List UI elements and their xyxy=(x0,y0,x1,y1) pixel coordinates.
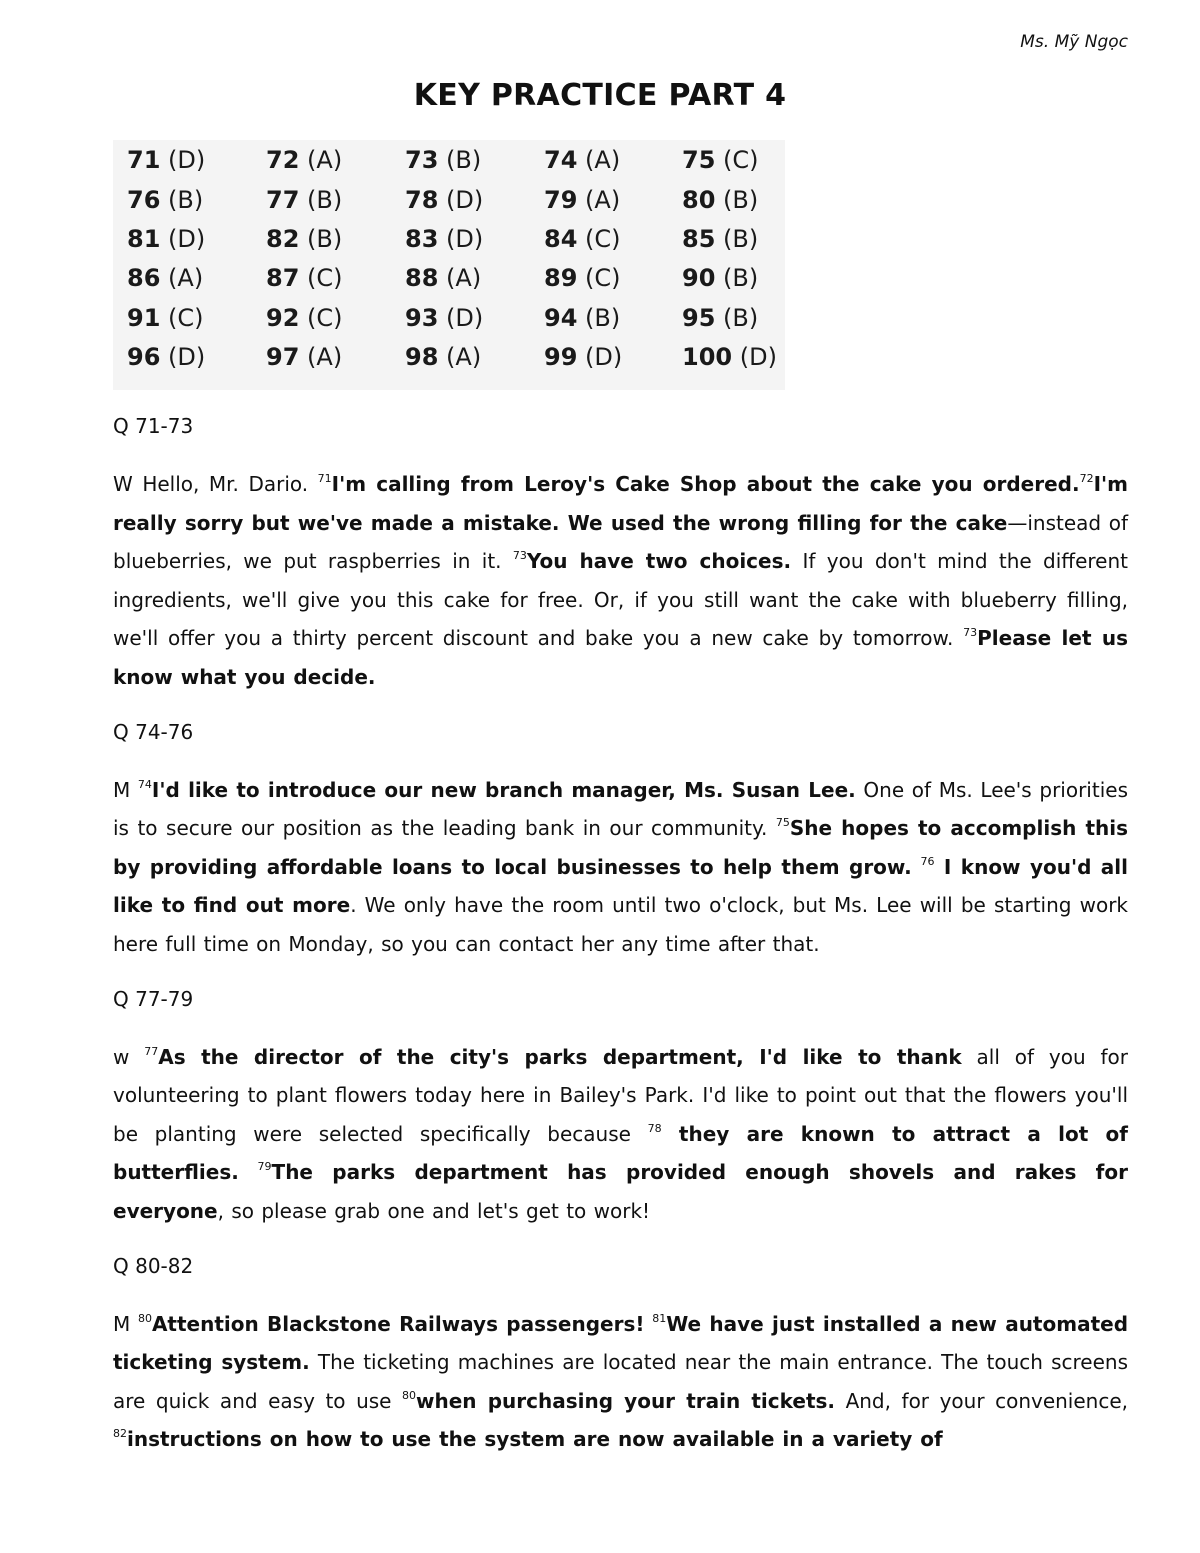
question-number: 84 xyxy=(544,225,578,253)
question-number: 99 xyxy=(544,343,578,371)
answer-evidence-text: when purchasing your train tickets. xyxy=(416,1388,836,1413)
answer-choice: (D) xyxy=(438,225,484,253)
question-reference: 80 xyxy=(402,1388,417,1402)
question-number: 78 xyxy=(405,186,439,214)
answer-choice: (C) xyxy=(299,304,343,332)
section-label: Q 74-76 xyxy=(113,719,194,744)
answer-choice: (B) xyxy=(160,186,204,214)
answer-choice: (B) xyxy=(715,304,759,332)
answer-key-item xyxy=(405,343,481,371)
question-number: 87 xyxy=(266,264,300,292)
transcript-text: If you don't mind the different ingredients, we'll give you this cake for free. Or, if you still want the cake with blueberry filling, we'll offer you a thirty percent discount and bake you a new cake by tomorrow. xyxy=(113,549,1129,651)
question-number: 79 xyxy=(544,186,578,214)
answer-evidence-text: I'm really sorry but we've made a mistake. We used the wrong filling for the cake xyxy=(113,472,1128,535)
page-title: KEY PRACTICE PART 4 xyxy=(413,78,787,113)
question-reference: 79 xyxy=(257,1160,272,1174)
answer-key-item xyxy=(544,343,622,371)
question-number: 73 xyxy=(405,146,439,174)
question-reference: 72 xyxy=(1079,472,1094,485)
answer-key-item xyxy=(544,186,620,214)
answer-evidence-text: You have two choices. xyxy=(526,549,792,574)
answer-evidence-text: Please let us know what you decide. xyxy=(113,626,1128,689)
answer-key-item xyxy=(405,264,481,292)
transcript-text: W Hello, Mr. Dario. xyxy=(113,472,318,496)
answer-choice: (D) xyxy=(438,186,484,214)
answer-choice: (A) xyxy=(160,264,204,292)
answer-key-item xyxy=(544,146,620,174)
transcript-text: M xyxy=(113,777,138,802)
transcript-text: And, for your convenience, xyxy=(835,1388,1129,1413)
answer-key-item xyxy=(127,304,204,332)
question-number: 74 xyxy=(544,146,578,174)
answer-evidence-text: As the director of the city's parks department, I'd like to thank xyxy=(158,1044,962,1069)
answer-key-item xyxy=(266,146,342,174)
transcript-paragraph xyxy=(113,771,1128,964)
question-reference: 75 xyxy=(775,816,790,830)
transcript-text xyxy=(912,855,921,879)
answer-evidence-text: instructions on how to use the system are now available in a variety of xyxy=(127,1427,943,1452)
answer-key-item xyxy=(127,146,205,174)
answer-choice: (B) xyxy=(715,225,759,253)
section-label: Q 71-73 xyxy=(113,414,194,438)
question-number: 93 xyxy=(405,304,439,332)
answer-evidence-text: they are known to attract a lot of butterflies. xyxy=(113,1121,1128,1185)
answer-key-item xyxy=(682,146,759,174)
question-number: 94 xyxy=(544,304,578,332)
answer-key-item xyxy=(544,264,621,292)
section-label: Q 77-79 xyxy=(113,986,194,1011)
answer-choice: (B) xyxy=(577,304,621,332)
question-number: 95 xyxy=(682,304,716,332)
question-reference: 81 xyxy=(652,1311,667,1325)
question-number: 89 xyxy=(544,264,578,292)
answer-choice: (D) xyxy=(160,225,206,253)
question-number: 85 xyxy=(682,225,716,253)
answer-choice: (C) xyxy=(577,264,621,292)
answer-evidence-text: We have just installed a new automated ticketing system. xyxy=(113,1311,1129,1375)
question-number: 96 xyxy=(127,343,161,371)
question-number: 83 xyxy=(405,225,439,253)
transcript-paragraph xyxy=(113,465,1128,697)
answer-choice: (B) xyxy=(715,186,759,214)
transcript-paragraph xyxy=(113,1038,1128,1231)
answer-choice: (D) xyxy=(577,343,623,371)
question-number: 97 xyxy=(266,343,300,371)
transcript-text: all of you for volunteering to plant flowers today here in Bailey's Park. I'd like to point out that the flowers you'll be planting were selected specifically because xyxy=(113,1044,1128,1146)
answer-choice: (C) xyxy=(299,264,343,292)
transcript-text: The ticketing machines are located near the main entrance. The touch screens are quick and easy to use xyxy=(113,1350,1128,1413)
answer-key-item xyxy=(127,264,203,292)
answer-choice: (B) xyxy=(438,146,482,174)
answer-choice: (A) xyxy=(577,186,621,214)
answer-evidence-text: Attention Blackstone Railways passengers! xyxy=(151,1311,645,1336)
question-reference: 73 xyxy=(963,626,978,640)
question-number: 90 xyxy=(682,264,716,292)
question-number: 86 xyxy=(127,264,161,292)
transcript-text xyxy=(239,1160,258,1184)
answer-choice: (C) xyxy=(715,146,759,174)
answer-key-item xyxy=(127,343,205,371)
question-reference: 73 xyxy=(512,549,527,563)
question-reference: 74 xyxy=(137,777,152,791)
answer-choice: (C) xyxy=(160,304,204,332)
answer-key-item xyxy=(544,304,620,332)
answer-key-table xyxy=(113,140,785,390)
answer-key-item xyxy=(405,186,483,214)
answer-evidence-text: I know you'd all like to find out more xyxy=(113,854,1129,918)
answer-evidence-text: I'm calling from Leroy's Cake Shop about the cake you ordered. xyxy=(331,472,1080,496)
answer-choice: (B) xyxy=(299,225,343,253)
answer-key-item xyxy=(266,304,343,332)
answer-choice: (D) xyxy=(438,304,484,332)
author-name: Ms. Mỹ Ngọc xyxy=(1020,32,1128,52)
answer-choice: (C) xyxy=(577,225,621,253)
transcript-text: w xyxy=(113,1044,145,1069)
answer-key-item xyxy=(405,304,483,332)
question-number: 98 xyxy=(405,343,439,371)
question-number: 81 xyxy=(127,225,161,253)
answer-choice: (B) xyxy=(715,264,759,292)
transcript-text: —instead of blueberries, we put raspberries in it. xyxy=(113,510,1129,574)
question-number: 100 xyxy=(682,343,733,371)
answer-choice: (D) xyxy=(160,146,206,174)
question-number: 91 xyxy=(127,304,161,332)
answer-key-item xyxy=(682,343,777,371)
answer-key-item xyxy=(266,186,342,214)
question-reference: 77 xyxy=(144,1044,159,1058)
transcript-text: M xyxy=(113,1311,138,1336)
question-number: 76 xyxy=(127,186,161,214)
transcript-content xyxy=(113,413,1128,1481)
answer-key-item xyxy=(682,225,758,253)
section-label: Q 80-82 xyxy=(113,1253,194,1278)
transcript-paragraph xyxy=(113,1305,1128,1459)
question-number: 72 xyxy=(266,146,300,174)
answer-evidence-text: The parks department has provided enough shovels and rakes for everyone xyxy=(113,1160,1128,1223)
answer-key-item xyxy=(682,304,758,332)
answer-choice: (A) xyxy=(299,343,343,371)
question-reference: 80 xyxy=(137,1311,152,1325)
answer-evidence-text: I'd like to introduce our new branch manager, Ms. Susan Lee. xyxy=(151,777,856,802)
answer-key-item xyxy=(266,343,342,371)
answer-choice: (A) xyxy=(438,264,482,292)
transcript-text: One of Ms. Lee's priorities is to secure our position as the leading bank in our community. xyxy=(113,777,1128,841)
transcript-text: , so please grab one and let's get to work! xyxy=(217,1198,651,1223)
question-number: 75 xyxy=(682,146,716,174)
answer-choice: (D) xyxy=(160,343,206,371)
answer-key-item xyxy=(127,186,203,214)
question-number: 71 xyxy=(127,146,161,174)
answer-key-item xyxy=(682,264,758,292)
question-reference: 76 xyxy=(920,854,935,868)
answer-evidence-text: She hopes to accomplish this by providing affordable loans to local businesses to help them grow. xyxy=(113,816,1128,879)
answer-key-item xyxy=(266,225,342,253)
question-number: 92 xyxy=(266,304,300,332)
question-number: 77 xyxy=(266,186,300,214)
question-reference: 78 xyxy=(647,1121,662,1135)
answer-choice: (A) xyxy=(299,146,343,174)
transcript-text: . We only have the room until two o'clock, but Ms. Lee will be starting work here full time on Monday, so you can contact her any time after that. xyxy=(113,893,1128,956)
answer-choice: (A) xyxy=(438,343,482,371)
question-number: 82 xyxy=(266,225,300,253)
answer-key-item xyxy=(266,264,343,292)
answer-key-item xyxy=(127,225,205,253)
question-number: 88 xyxy=(405,264,439,292)
answer-choice: (D) xyxy=(732,343,777,371)
question-reference: 82 xyxy=(113,1427,127,1441)
question-reference: 71 xyxy=(317,472,332,485)
answer-key-item xyxy=(405,146,481,174)
question-number: 80 xyxy=(682,186,716,214)
answer-choice: (B) xyxy=(299,186,343,214)
answer-key-item xyxy=(544,225,621,253)
answer-key-item xyxy=(682,186,758,214)
answer-choice: (A) xyxy=(577,146,621,174)
answer-key-item xyxy=(405,225,483,253)
